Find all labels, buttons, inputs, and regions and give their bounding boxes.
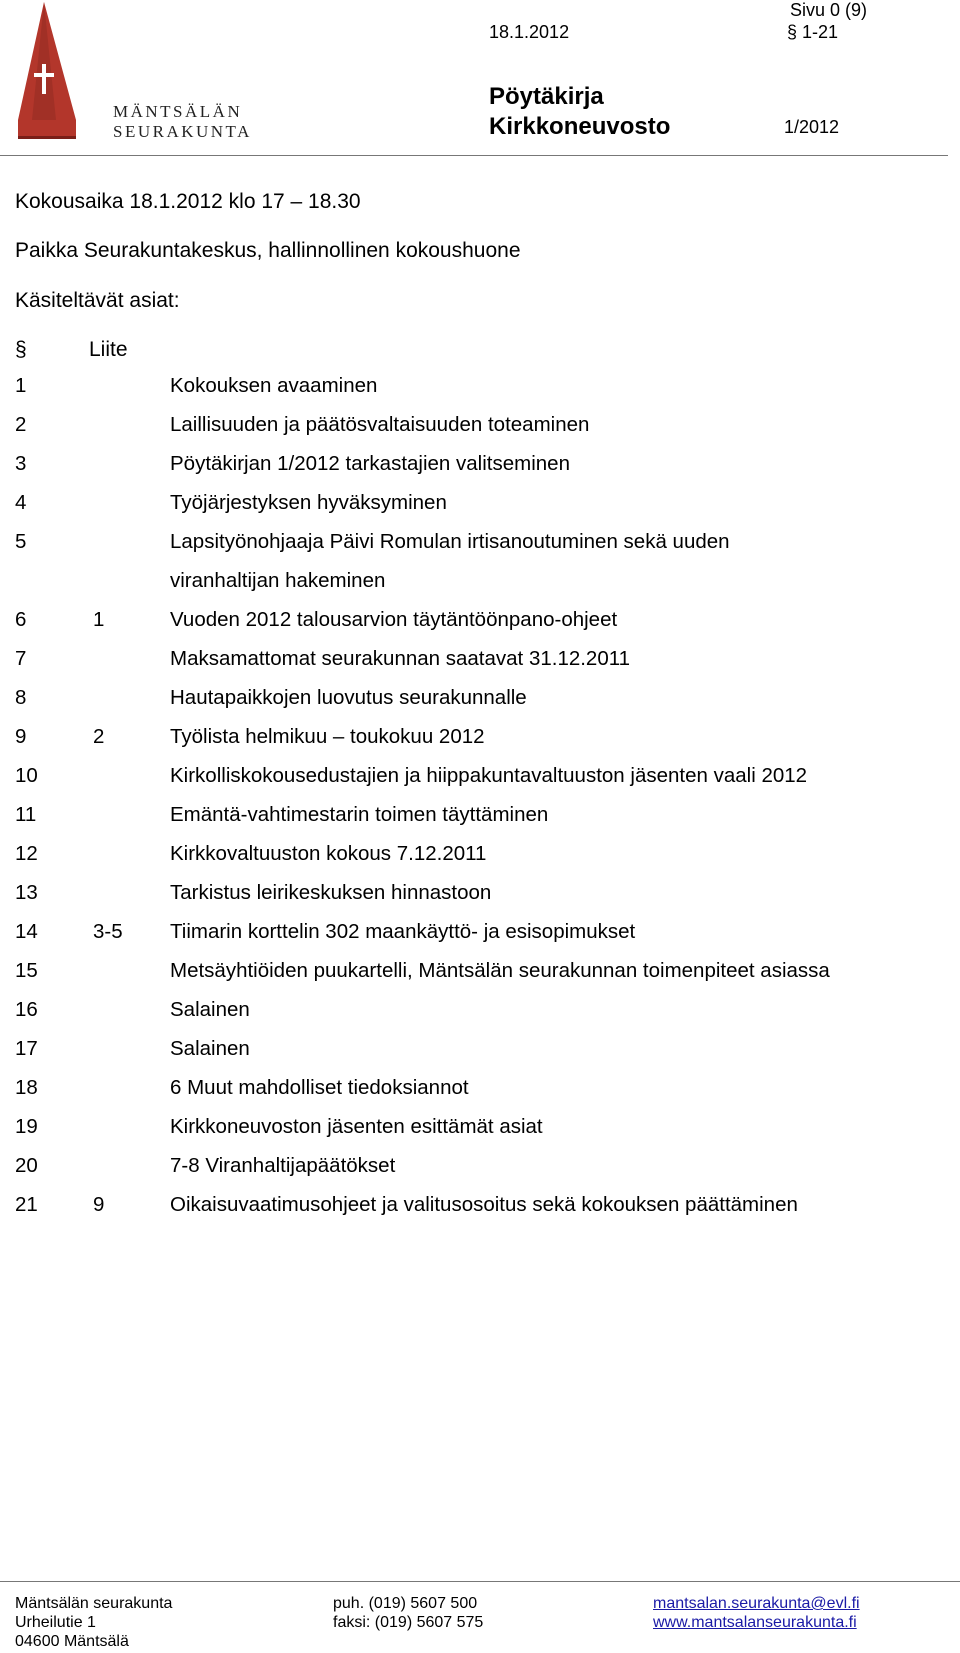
agenda-row: [15, 1193, 945, 1232]
footer-web-link[interactable]: www.mantsalanseurakunta.fi: [653, 1614, 857, 1631]
agenda-row: [15, 608, 945, 647]
agenda-item-title: Pöytäkirjan 1/2012 tarkastajien valitseminen: [170, 452, 570, 475]
agenda-attachment: 1: [93, 608, 105, 631]
agenda-section-number: 4: [15, 491, 27, 514]
agenda-item-title: Tarkistus leirikeskuksen hinnastoon: [170, 881, 492, 904]
agenda-section-number: 21: [15, 1193, 38, 1216]
agenda-row: [15, 881, 945, 920]
agenda-section-number: 16: [15, 998, 38, 1021]
agenda-row: [15, 998, 945, 1037]
section-column-header: §: [15, 338, 27, 361]
agenda-row: [15, 1154, 945, 1193]
agenda-section-number: 5: [15, 530, 27, 553]
agenda-item-title: Työjärjestyksen hyväksyminen: [170, 491, 447, 514]
agenda-row: [15, 374, 945, 413]
agenda-item-title: Työlista helmikuu – toukokuu 2012: [170, 725, 485, 748]
footer-email-link[interactable]: mantsalan.seurakunta@evl.fi: [653, 1595, 860, 1612]
agenda-section-number: 9: [15, 725, 27, 748]
logo-line-1: MÄNTSÄLÄN: [113, 102, 243, 121]
church-logo: [14, 2, 252, 148]
agenda-item-title: Hautapaikkojen luovutus seurakunnalle: [170, 686, 527, 709]
agenda-label: Käsiteltävät asiat:: [15, 289, 180, 312]
agenda-section-number: 20: [15, 1154, 38, 1177]
agenda-section-number: 10: [15, 764, 38, 787]
agenda-row: [15, 764, 945, 803]
agenda-section-number: 7: [15, 647, 27, 670]
footer-fax: faksi: (019) 5607 575: [333, 1614, 484, 1631]
agenda-item-title: 6 Muut mahdolliset tiedoksiannot: [170, 1076, 469, 1099]
footer-divider: [0, 1581, 960, 1582]
agenda-section-number: 1: [15, 374, 27, 397]
footer-org: Mäntsälän seurakunta: [15, 1595, 173, 1612]
agenda-item-title: Kirkolliskokousedustajien ja hiippakuntavaltuuston jäsenten vaali 2012: [170, 764, 808, 787]
agenda-section-number: 14: [15, 920, 38, 943]
body-name: Kirkkoneuvosto: [489, 113, 671, 140]
agenda-attachment: 9: [93, 1193, 105, 1216]
agenda-item-title: Kirkkoneuvoston jäsenten esittämät asiat: [170, 1115, 543, 1138]
agenda-item-title: Maksamattomat seurakunnan saatavat 31.12.2011: [170, 647, 631, 670]
document-type: Pöytäkirja: [489, 83, 604, 110]
agenda-row: [15, 842, 945, 881]
page-label: Sivu 0 (9): [790, 0, 868, 20]
agenda-item-title: Vuoden 2012 talousarvion täytäntöönpano-ohjeet: [170, 608, 618, 631]
agenda-item-title: Emäntä-vahtimestarin toimen täyttäminen: [170, 803, 549, 826]
agenda-item-title: Metsäyhtiöiden puukartelli, Mäntsälän seurakunnan toimenpiteet asiassa: [170, 959, 830, 982]
document-date: 18.1.2012: [489, 22, 570, 42]
agenda-section-number: 12: [15, 842, 38, 865]
agenda-item-title: Salainen: [170, 1037, 250, 1060]
agenda-section-number: 15: [15, 959, 38, 982]
agenda-section-number: 18: [15, 1076, 38, 1099]
footer-phone: puh. (019) 5607 500: [333, 1595, 478, 1612]
agenda-section-number: 3: [15, 452, 27, 475]
agenda-item-title: 7-8 Viranhaltijapäätökset: [170, 1154, 396, 1177]
agenda-row: [15, 530, 945, 608]
agenda-section-number: 6: [15, 608, 27, 631]
agenda-row: [15, 920, 945, 959]
document-number: 1/2012: [784, 117, 840, 137]
agenda-section-number: 17: [15, 1037, 38, 1060]
agenda-row: [15, 1115, 945, 1154]
agenda-row: [15, 413, 945, 452]
agenda-item-title: Kirkkovaltuuston kokous 7.12.2011: [170, 842, 487, 865]
agenda-row: [15, 803, 945, 842]
logo-line-2: SEURAKUNTA: [113, 122, 252, 141]
meeting-time: Kokousaika 18.1.2012 klo 17 – 18.30: [15, 190, 361, 213]
attachment-column-header: Liite: [89, 338, 128, 361]
agenda-row: [15, 491, 945, 530]
agenda-item-title-continued: viranhaltijan hakeminen: [170, 569, 386, 592]
agenda-item-title: Lapsityönohjaaja Päivi Romulan irtisanoutuminen sekä uuden: [170, 530, 730, 553]
agenda-item-title: Oikaisuvaatimusohjeet ja valitusosoitus sekä kokouksen päättäminen: [170, 1193, 798, 1216]
agenda-item-title: Kokouksen avaaminen: [170, 374, 378, 397]
meeting-place: Paikka Seurakuntakeskus, hallinnollinen kokoushuone: [15, 239, 521, 262]
header-divider: [0, 155, 948, 156]
agenda-row: [15, 959, 945, 998]
agenda-row: [15, 686, 945, 725]
agenda-item-title: Salainen: [170, 998, 250, 1021]
footer-street: Urheilutie 1: [15, 1614, 96, 1631]
agenda-row: [15, 1037, 945, 1076]
agenda-row: [15, 725, 945, 764]
agenda-item-title: Tiimarin korttelin 302 maankäyttö- ja esisopimukset: [170, 920, 636, 943]
footer-postal: 04600 Mäntsälä: [15, 1633, 129, 1650]
agenda-section-number: 8: [15, 686, 27, 709]
agenda-row: [15, 1076, 945, 1115]
agenda-row: [15, 452, 945, 491]
agenda-attachment: 3-5: [93, 920, 123, 943]
agenda-item-title: Laillisuuden ja päätösvaltaisuuden toteaminen: [170, 413, 590, 436]
agenda-section-number: 11: [15, 803, 37, 826]
section-range: § 1-21: [787, 22, 839, 42]
agenda-section-number: 13: [15, 881, 38, 904]
agenda-section-number: 19: [15, 1115, 38, 1138]
agenda-list: [15, 374, 945, 1232]
agenda-row: [15, 647, 945, 686]
agenda-section-number: 2: [15, 413, 27, 436]
agenda-attachment: 2: [93, 725, 105, 748]
